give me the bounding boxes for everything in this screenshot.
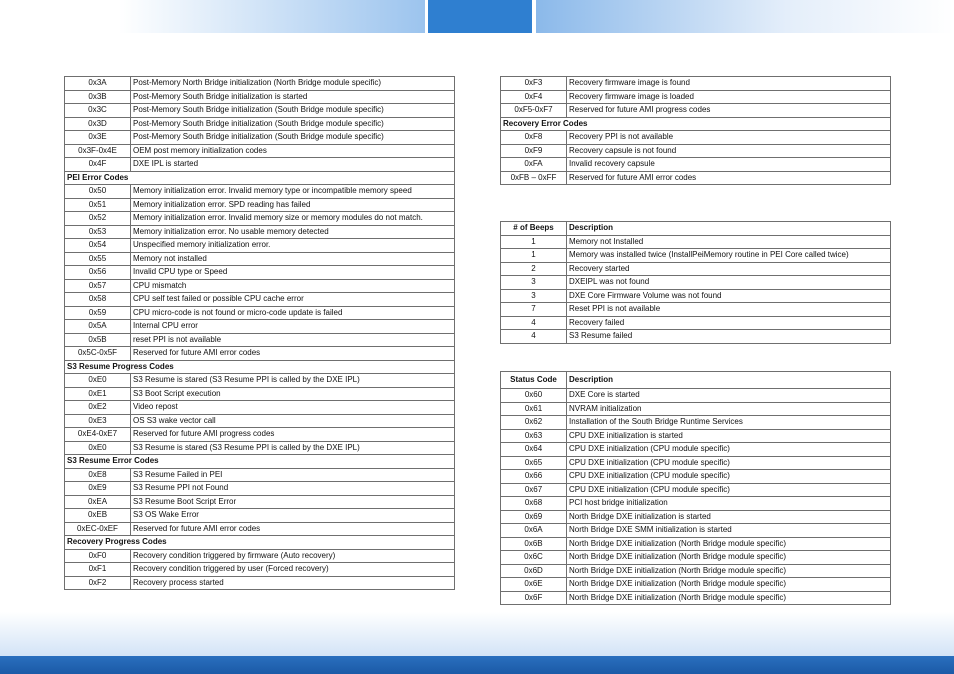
- description-cell: CPU DXE initialization (CPU module specific): [567, 456, 891, 470]
- table-row: [65, 293, 455, 307]
- table-header-row: [501, 222, 891, 236]
- description-cell: Invalid recovery capsule: [567, 158, 891, 172]
- recovery-codes-table-body: [501, 77, 891, 185]
- table-row: [65, 387, 455, 401]
- table-row: [501, 470, 891, 484]
- description-cell: Internal CPU error: [131, 320, 455, 334]
- description-cell: S3 Resume PPI not Found: [131, 482, 455, 496]
- description-cell: S3 Resume is stared (S3 Resume PPI is called by the DXE IPL): [131, 441, 455, 455]
- code-cell: 0x52: [65, 212, 131, 226]
- code-cell: 0xE8: [65, 468, 131, 482]
- description-cell: Memory initialization error. SPD reading has failed: [131, 198, 455, 212]
- code-cell: 0xEA: [65, 495, 131, 509]
- code-cell: 0x57: [65, 279, 131, 293]
- code-cell: 0x5A: [65, 320, 131, 334]
- description-cell: Unspecified memory initialization error.: [131, 239, 455, 253]
- code-cell: 0x3A: [65, 77, 131, 91]
- section-title: Recovery Error Codes: [501, 117, 891, 131]
- code-cell: 0x66: [501, 470, 567, 484]
- code-cell: 4: [501, 316, 567, 330]
- section-title: Recovery Progress Codes: [65, 536, 455, 550]
- table-row: [65, 144, 455, 158]
- code-cell: 0x5C-0x5F: [65, 347, 131, 361]
- description-cell: Reserved for future AMI progress codes: [567, 104, 891, 118]
- code-cell: 0x51: [65, 198, 131, 212]
- table-row: [501, 402, 891, 416]
- table-row: [65, 104, 455, 118]
- code-cell: 0xE4-0xE7: [65, 428, 131, 442]
- table-row: [65, 495, 455, 509]
- description-cell: North Bridge DXE initialization is started: [567, 510, 891, 524]
- description-cell: Memory not installed: [131, 252, 455, 266]
- description-cell: S3 Resume is stared (S3 Resume PPI is called by the DXE IPL): [131, 374, 455, 388]
- description-cell: Reserved for future AMI progress codes: [131, 428, 455, 442]
- code-cell: 0xF4: [501, 90, 567, 104]
- table-row: [65, 414, 455, 428]
- table-row: [501, 77, 891, 91]
- table-row: [65, 185, 455, 199]
- table-row: [501, 144, 891, 158]
- code-cell: 0xE3: [65, 414, 131, 428]
- code-cell: 0x67: [501, 483, 567, 497]
- table-row: [501, 510, 891, 524]
- description-cell: CPU self test failed or possible CPU cache error: [131, 293, 455, 307]
- table-row: [501, 158, 891, 172]
- code-cell: 0x69: [501, 510, 567, 524]
- code-cell: 0xF2: [65, 576, 131, 590]
- table-row: [501, 537, 891, 551]
- code-cell: 2: [501, 262, 567, 276]
- table-row: [65, 576, 455, 590]
- table-row: [65, 239, 455, 253]
- table-row: [501, 416, 891, 430]
- description-cell: North Bridge DXE SMM initialization is started: [567, 524, 891, 538]
- code-cell: 0x5B: [65, 333, 131, 347]
- code-cell: 0x3B: [65, 90, 131, 104]
- section-title: S3 Resume Error Codes: [65, 455, 455, 469]
- description-header: Description: [567, 372, 891, 389]
- description-cell: S3 Resume Failed in PEI: [131, 468, 455, 482]
- description-cell: Recovery process started: [131, 576, 455, 590]
- code-cell: 0x58: [65, 293, 131, 307]
- beeps-header: # of Beeps: [501, 222, 567, 236]
- dxe-status-codes-table: [500, 371, 891, 605]
- description-cell: Post-Memory South Bridge initialization is started: [131, 90, 455, 104]
- description-cell: CPU micro-code is not found or micro-code update is failed: [131, 306, 455, 320]
- section-header-row: [65, 171, 455, 185]
- description-cell: Invalid CPU type or Speed: [131, 266, 455, 280]
- table-row: [65, 320, 455, 334]
- code-cell: 0x3C: [65, 104, 131, 118]
- code-cell: 0x3E: [65, 131, 131, 145]
- description-cell: CPU DXE initialization is started: [567, 429, 891, 443]
- description-cell: PCI host bridge initialization: [567, 497, 891, 511]
- description-header: Description: [567, 222, 891, 236]
- code-cell: 3: [501, 289, 567, 303]
- description-cell: reset PPI is not available: [131, 333, 455, 347]
- pei-codes-table-body: [65, 77, 455, 590]
- code-cell: 0xEC-0xEF: [65, 522, 131, 536]
- code-cell: 0x6C: [501, 551, 567, 565]
- table-row: [65, 401, 455, 415]
- table-row: [501, 591, 891, 605]
- code-cell: 0x50: [65, 185, 131, 199]
- table-row: [65, 522, 455, 536]
- table-row: [501, 235, 891, 249]
- table-row: [65, 266, 455, 280]
- table-row: [501, 249, 891, 263]
- description-cell: CPU mismatch: [131, 279, 455, 293]
- code-cell: 0x63: [501, 429, 567, 443]
- table-row: [65, 428, 455, 442]
- code-cell: 0x4F: [65, 158, 131, 172]
- table-row: [65, 77, 455, 91]
- dxe-status-codes-table-body: [501, 389, 891, 605]
- table-row: [501, 171, 891, 185]
- description-cell: OS S3 wake vector call: [131, 414, 455, 428]
- description-cell: S3 Resume Boot Script Error: [131, 495, 455, 509]
- header-tab-block: [428, 0, 532, 33]
- code-cell: 0xEB: [65, 509, 131, 523]
- code-cell: 1: [501, 249, 567, 263]
- code-cell: 0x65: [501, 456, 567, 470]
- description-cell: Reserved for future AMI error codes: [131, 347, 455, 361]
- description-cell: North Bridge DXE initialization (North Bridge module specific): [567, 578, 891, 592]
- description-cell: Memory was installed twice (InstallPeiMemory routine in PEI Core called twice): [567, 249, 891, 263]
- code-cell: 0x68: [501, 497, 567, 511]
- table-row: [501, 104, 891, 118]
- description-cell: Memory initialization error. Invalid memory type or incompatible memory speed: [131, 185, 455, 199]
- table-row: [65, 90, 455, 104]
- status-code-header: Status Code: [501, 372, 567, 389]
- table-row: [65, 212, 455, 226]
- code-cell: 0xF1: [65, 563, 131, 577]
- code-cell: 0x6E: [501, 578, 567, 592]
- description-cell: Memory not Installed: [567, 235, 891, 249]
- description-cell: Reserved for future AMI error codes: [567, 171, 891, 185]
- description-cell: DXE IPL is started: [131, 158, 455, 172]
- table-row: [501, 330, 891, 344]
- description-cell: Reset PPI is not available: [567, 303, 891, 317]
- description-cell: Post-Memory South Bridge initialization (South Bridge module specific): [131, 104, 455, 118]
- code-cell: 0xF9: [501, 144, 567, 158]
- code-cell: 0x6A: [501, 524, 567, 538]
- table-row: [65, 509, 455, 523]
- code-cell: 0x53: [65, 225, 131, 239]
- table-row: [65, 333, 455, 347]
- description-cell: North Bridge DXE initialization (North Bridge module specific): [567, 537, 891, 551]
- code-cell: 0xF5-0xF7: [501, 104, 567, 118]
- description-cell: Reserved for future AMI error codes: [131, 522, 455, 536]
- description-cell: Post-Memory North Bridge initialization (North Bridge module specific): [131, 77, 455, 91]
- description-cell: Recovery started: [567, 262, 891, 276]
- description-cell: S3 Boot Script execution: [131, 387, 455, 401]
- description-cell: Memory initialization error. Invalid memory size or memory modules do not match.: [131, 212, 455, 226]
- section-header-row: [65, 455, 455, 469]
- table-row: [65, 347, 455, 361]
- recovery-codes-table: [500, 76, 891, 185]
- description-cell: Recovery failed: [567, 316, 891, 330]
- description-cell: Recovery condition triggered by user (Forced recovery): [131, 563, 455, 577]
- code-cell: 0x6F: [501, 591, 567, 605]
- code-cell: 1: [501, 235, 567, 249]
- description-cell: Recovery capsule is not found: [567, 144, 891, 158]
- description-cell: S3 OS Wake Error: [131, 509, 455, 523]
- table-row: [501, 389, 891, 403]
- table-row: [501, 551, 891, 565]
- code-cell: 0x3F-0x4E: [65, 144, 131, 158]
- table-row: [65, 158, 455, 172]
- beep-codes-table-body: [501, 235, 891, 343]
- code-cell: 0xF0: [65, 549, 131, 563]
- table-row: [501, 564, 891, 578]
- section-header-row: [501, 117, 891, 131]
- table-row: [65, 482, 455, 496]
- description-cell: DXE Core is started: [567, 389, 891, 403]
- description-cell: Recovery PPI is not available: [567, 131, 891, 145]
- code-cell: 0xFA: [501, 158, 567, 172]
- section-header-row: [65, 360, 455, 374]
- code-cell: 0x64: [501, 443, 567, 457]
- table-row: [65, 441, 455, 455]
- code-cell: 0x62: [501, 416, 567, 430]
- description-cell: Memory initialization error. No usable memory detected: [131, 225, 455, 239]
- code-cell: 0x56: [65, 266, 131, 280]
- table-row: [65, 117, 455, 131]
- code-cell: 0xE0: [65, 441, 131, 455]
- table-row: [65, 131, 455, 145]
- table-row: [501, 497, 891, 511]
- description-cell: Recovery firmware image is found: [567, 77, 891, 91]
- code-cell: 0xF3: [501, 77, 567, 91]
- code-cell: 0xE1: [65, 387, 131, 401]
- description-cell: North Bridge DXE initialization (North Bridge module specific): [567, 564, 891, 578]
- footer-bar: [0, 656, 954, 674]
- table-row: [501, 483, 891, 497]
- section-title: PEI Error Codes: [65, 171, 455, 185]
- table-row: [65, 374, 455, 388]
- table-row: [65, 252, 455, 266]
- header-band-left: [0, 0, 425, 33]
- table-row: [501, 276, 891, 290]
- table-row: [501, 578, 891, 592]
- description-cell: NVRAM initialization: [567, 402, 891, 416]
- code-cell: 7: [501, 303, 567, 317]
- code-cell: 0x59: [65, 306, 131, 320]
- code-cell: 0x3D: [65, 117, 131, 131]
- code-cell: 0x6D: [501, 564, 567, 578]
- table-row: [65, 549, 455, 563]
- description-cell: CPU DXE initialization (CPU module specific): [567, 470, 891, 484]
- code-cell: 0xE2: [65, 401, 131, 415]
- description-cell: North Bridge DXE initialization (North Bridge module specific): [567, 591, 891, 605]
- description-cell: Recovery condition triggered by firmware (Auto recovery): [131, 549, 455, 563]
- table-row: [65, 279, 455, 293]
- code-cell: 0xFB – 0xFF: [501, 171, 567, 185]
- description-cell: CPU DXE initialization (CPU module specific): [567, 443, 891, 457]
- description-cell: S3 Resume failed: [567, 330, 891, 344]
- table-row: [501, 456, 891, 470]
- table-row: [65, 563, 455, 577]
- description-cell: Post-Memory South Bridge initialization (South Bridge module specific): [131, 131, 455, 145]
- code-cell: 0x55: [65, 252, 131, 266]
- code-cell: 4: [501, 330, 567, 344]
- code-cell: 0xE9: [65, 482, 131, 496]
- description-cell: Video repost: [131, 401, 455, 415]
- pei-codes-table: [64, 76, 455, 590]
- footer-gradient: [0, 612, 954, 660]
- table-row: [65, 198, 455, 212]
- table-row: [501, 524, 891, 538]
- header-band-right: [536, 0, 954, 33]
- description-cell: DXEIPL was not found: [567, 276, 891, 290]
- code-cell: 0x60: [501, 389, 567, 403]
- beep-codes-table: [500, 221, 891, 344]
- table-row: [65, 306, 455, 320]
- code-cell: 0x54: [65, 239, 131, 253]
- section-title: S3 Resume Progress Codes: [65, 360, 455, 374]
- table-row: [501, 316, 891, 330]
- table-header-row: [501, 372, 891, 389]
- table-row: [501, 429, 891, 443]
- table-row: [65, 225, 455, 239]
- section-header-row: [65, 536, 455, 550]
- table-row: [501, 443, 891, 457]
- description-cell: Post-Memory South Bridge initialization (South Bridge module specific): [131, 117, 455, 131]
- code-cell: 0xF8: [501, 131, 567, 145]
- description-cell: Installation of the South Bridge Runtime Services: [567, 416, 891, 430]
- description-cell: CPU DXE initialization (CPU module specific): [567, 483, 891, 497]
- table-row: [501, 303, 891, 317]
- table-row: [501, 262, 891, 276]
- table-row: [65, 468, 455, 482]
- table-row: [501, 289, 891, 303]
- table-row: [501, 90, 891, 104]
- description-cell: DXE Core Firmware Volume was not found: [567, 289, 891, 303]
- code-cell: 0x6B: [501, 537, 567, 551]
- description-cell: Recovery firmware image is loaded: [567, 90, 891, 104]
- code-cell: 3: [501, 276, 567, 290]
- code-cell: 0x61: [501, 402, 567, 416]
- description-cell: North Bridge DXE initialization (North Bridge module specific): [567, 551, 891, 565]
- description-cell: OEM post memory initialization codes: [131, 144, 455, 158]
- table-row: [501, 131, 891, 145]
- code-cell: 0xE0: [65, 374, 131, 388]
